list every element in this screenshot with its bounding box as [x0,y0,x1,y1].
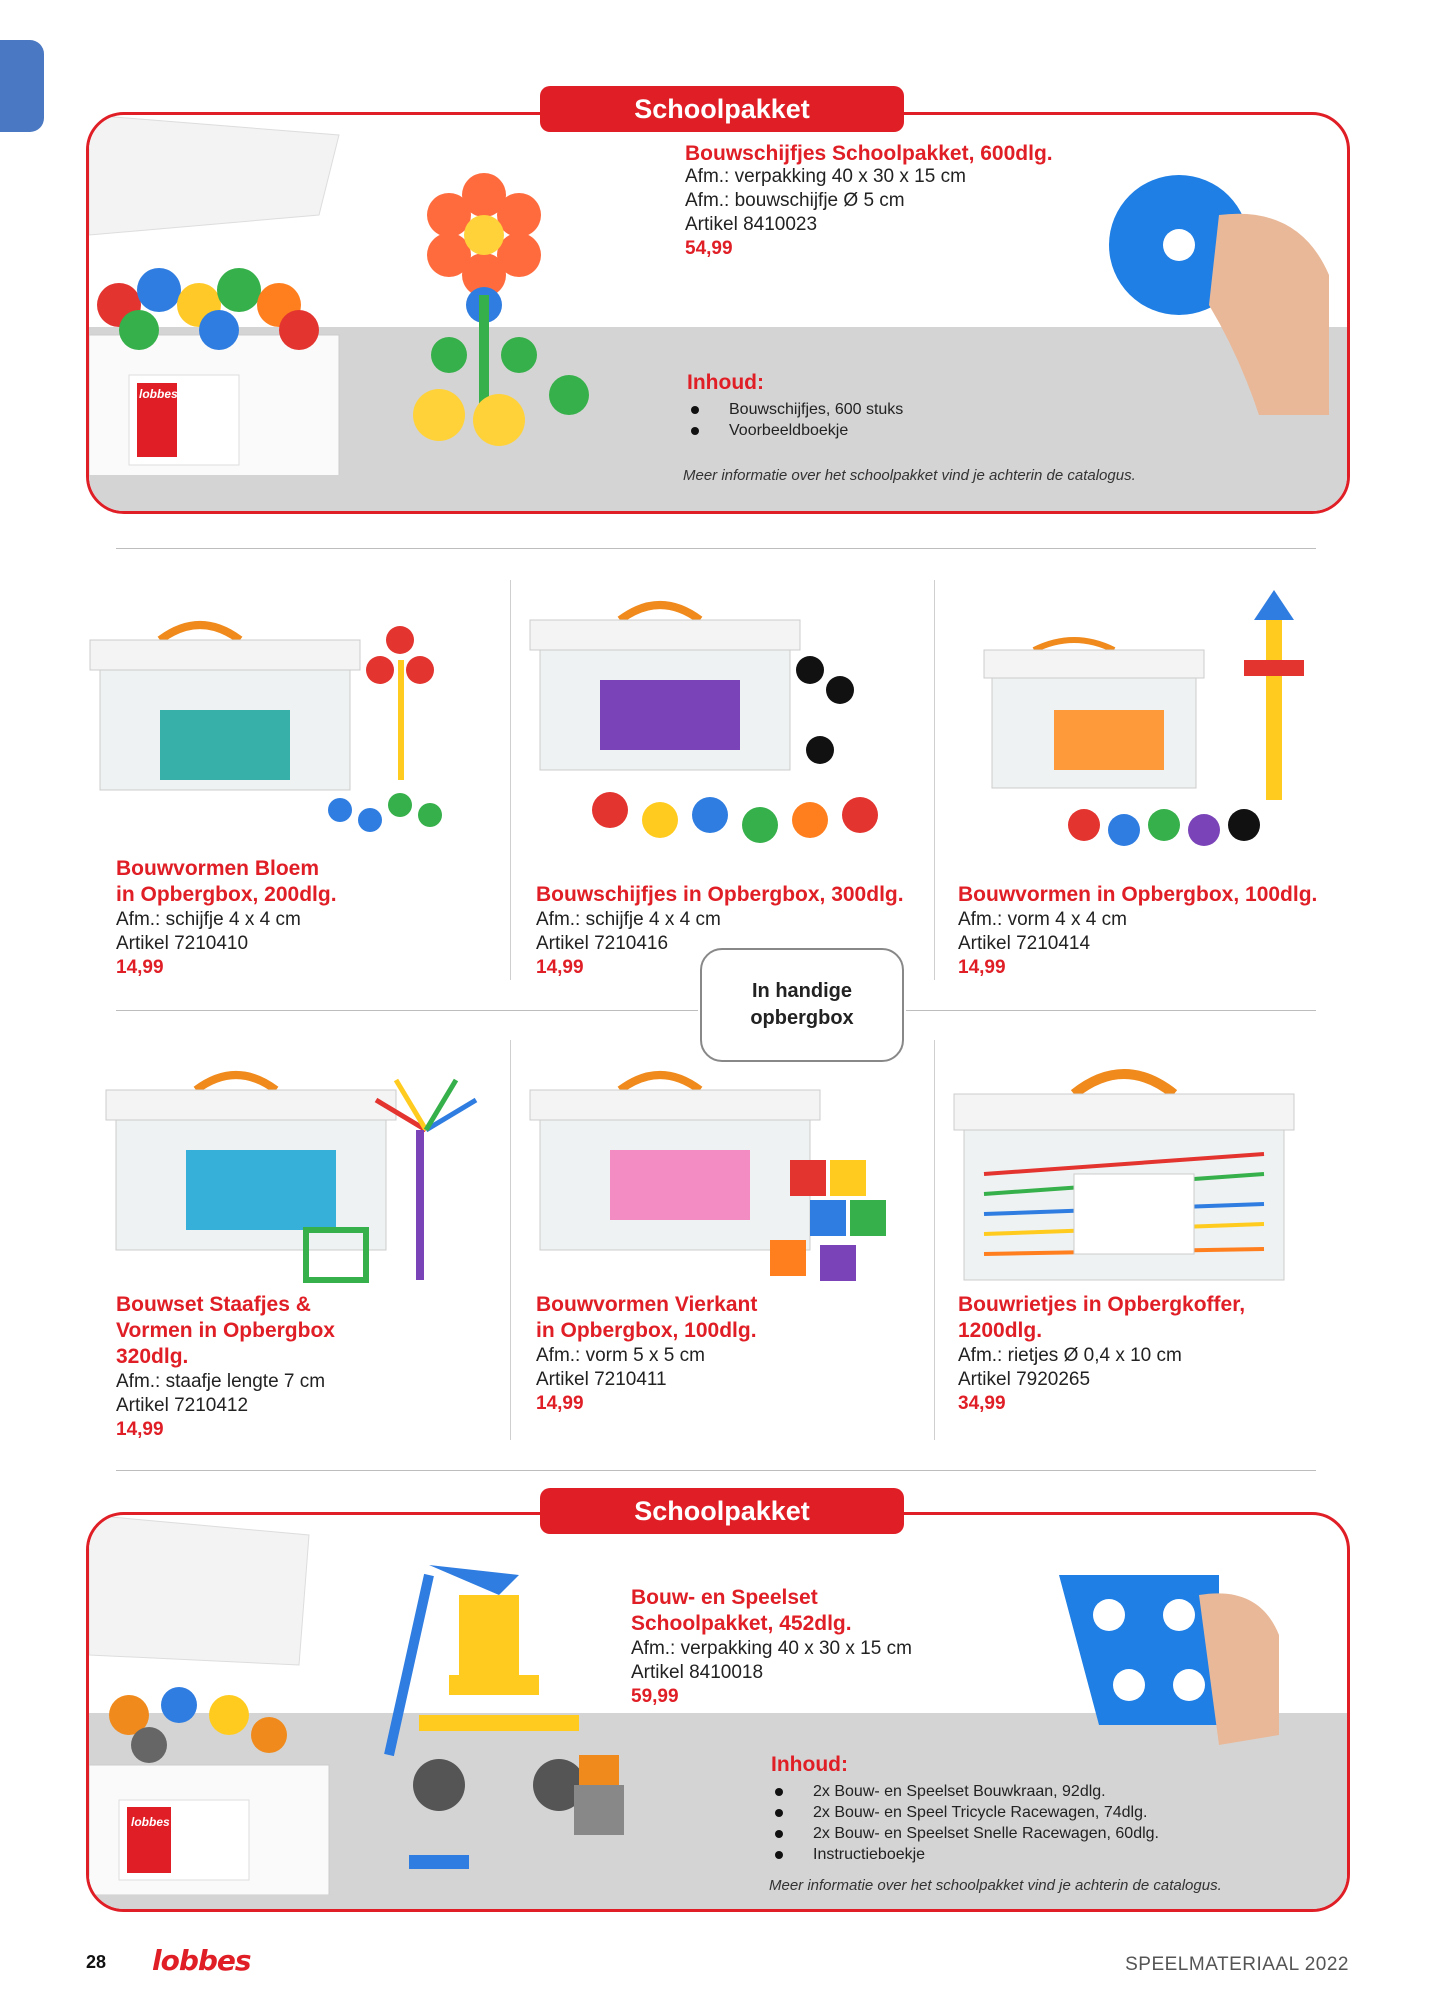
storage-case-image [944,1054,1344,1294]
crane-construction-image [369,1555,649,1912]
product-card [116,1292,496,1442]
panel1-article: Artikel 8410023 [685,214,818,235]
column-divider [934,580,935,980]
callout-line: opbergbox [750,1007,854,1029]
construction-pieces [97,268,319,350]
row-divider [116,1010,698,1011]
page-number: 28 [86,1952,107,1972]
product-dims: Afm.: schijfje 4 x 4 cm [536,909,721,930]
hand-holding-plate-image [1019,1555,1279,1795]
storage-box-image [80,600,460,850]
storage-box-image [520,580,920,860]
callout-line: In handige [752,980,852,1002]
product-dims: Afm.: schijfje 4 x 4 cm [116,909,301,930]
product-title: Bouwset Staafjes & [116,1293,311,1316]
list-item: 2x Bouw- en Speelset Bouwkraan, 92dlg. [771,1781,1159,1802]
panel2-title: Schoolpakket, 452dlg. [631,1612,852,1635]
box-brand-label: lobbes [131,1815,170,1829]
row-divider [906,1010,1316,1011]
product-price: 14,99 [536,957,584,978]
product-price: 14,99 [116,957,164,978]
panel1-inhoud-heading: Inhoud: [687,371,764,394]
product-card [958,1292,1338,1416]
storage-box-image [520,1060,920,1290]
box-brand-label: lobbes [139,387,178,401]
brand-logo: lobbes [152,1944,251,1977]
catalog-title: SPEELMATERIAAL 2022 [1125,1954,1349,1975]
hand-holding-disc-image [1099,155,1339,415]
column-divider [510,580,511,980]
flower-construction-image [369,155,599,455]
divider [116,1470,1316,1471]
list-item: 2x Bouw- en Speel Tricycle Racewagen, 74dlg. [771,1802,1159,1823]
product-card [958,882,1338,980]
product-title: Bouwrietjes in Opbergkoffer, [958,1293,1246,1316]
product-title: Bouwvormen Vierkant [536,1293,758,1316]
product-price: 14,99 [958,957,1006,978]
panel2-article: Artikel 8410018 [631,1662,764,1683]
product-price: 14,99 [116,1419,164,1440]
storage-callout [700,948,904,1062]
product-card [536,1292,916,1416]
schoolpakket-panel-1 [86,112,1350,514]
product-article: Artikel 7920265 [958,1369,1091,1390]
panel2-inhoud-heading: Inhoud: [771,1753,848,1776]
panel1-dims-packaging: Afm.: verpakking 40 x 30 x 15 cm [685,166,966,187]
list-item: 2x Bouw- en Speelset Snelle Racewagen, 60dlg. [771,1823,1159,1844]
product-article: Artikel 7210412 [116,1395,249,1416]
panel1-dims-disc: Afm.: bouwschijfje Ø 5 cm [685,190,905,211]
product-dims: Afm.: vorm 5 x 5 cm [536,1345,705,1366]
panel2-inhoud-list [771,1781,1159,1865]
product-article: Artikel 7210414 [958,933,1091,954]
product-article: Artikel 7210411 [536,1369,667,1390]
storage-box-image [944,580,1324,860]
panel1-inhoud-list [687,399,903,441]
panel2-title: Bouw- en Speelset [631,1586,818,1609]
product-card [116,856,496,980]
product-title: Bouwschijfjes in Opbergbox, 300dlg. [536,883,904,906]
panel1-price: 54,99 [685,238,733,259]
panel1-note: Meer informatie over het schoolpakket vind je achterin de catalogus. [683,467,1136,484]
section-tab [0,40,44,132]
list-item: Bouwschijfjes, 600 stuks [687,399,903,420]
panel1-title: Bouwschijfjes Schoolpakket, 600dlg. [685,142,1053,165]
product-dims: Afm.: staafje lengte 7 cm [116,1371,326,1392]
product-title: in Opbergbox, 100dlg. [536,1319,757,1342]
product-title: Bouwvormen Bloem [116,857,320,880]
panel2-dims: Afm.: verpakking 40 x 30 x 15 cm [631,1638,912,1659]
product-title: 1200dlg. [958,1319,1043,1342]
product-title: Bouwvormen in Opbergbox, 100dlg. [958,883,1318,906]
product-price: 34,99 [958,1393,1006,1414]
product-title: 320dlg. [116,1345,189,1368]
product-article: Artikel 7210416 [536,933,669,954]
product-price: 14,99 [536,1393,584,1414]
column-divider [934,1040,935,1440]
product-dims: Afm.: rietjes Ø 0,4 x 10 cm [958,1345,1182,1366]
panel2-price: 59,99 [631,1686,679,1707]
product-dims: Afm.: vorm 4 x 4 cm [958,909,1127,930]
panel2-note: Meer informatie over het schoolpakket vind je achterin de catalogus. [769,1877,1222,1894]
panel1-tag: Schoolpakket [540,86,904,132]
product-title: in Opbergbox, 200dlg. [116,883,337,906]
schoolpakket-panel-2 [86,1512,1350,1912]
storage-box-image [96,1060,496,1290]
panel2-tag: Schoolpakket [540,1488,904,1534]
list-item: Instructieboekje [771,1844,1159,1865]
product-article: Artikel 7210410 [116,933,249,954]
product-box-image [89,1515,369,1895]
column-divider [510,1040,511,1440]
product-title: Vormen in Opbergbox [116,1319,335,1342]
list-item: Voorbeeldboekje [687,420,903,441]
divider [116,548,1316,549]
